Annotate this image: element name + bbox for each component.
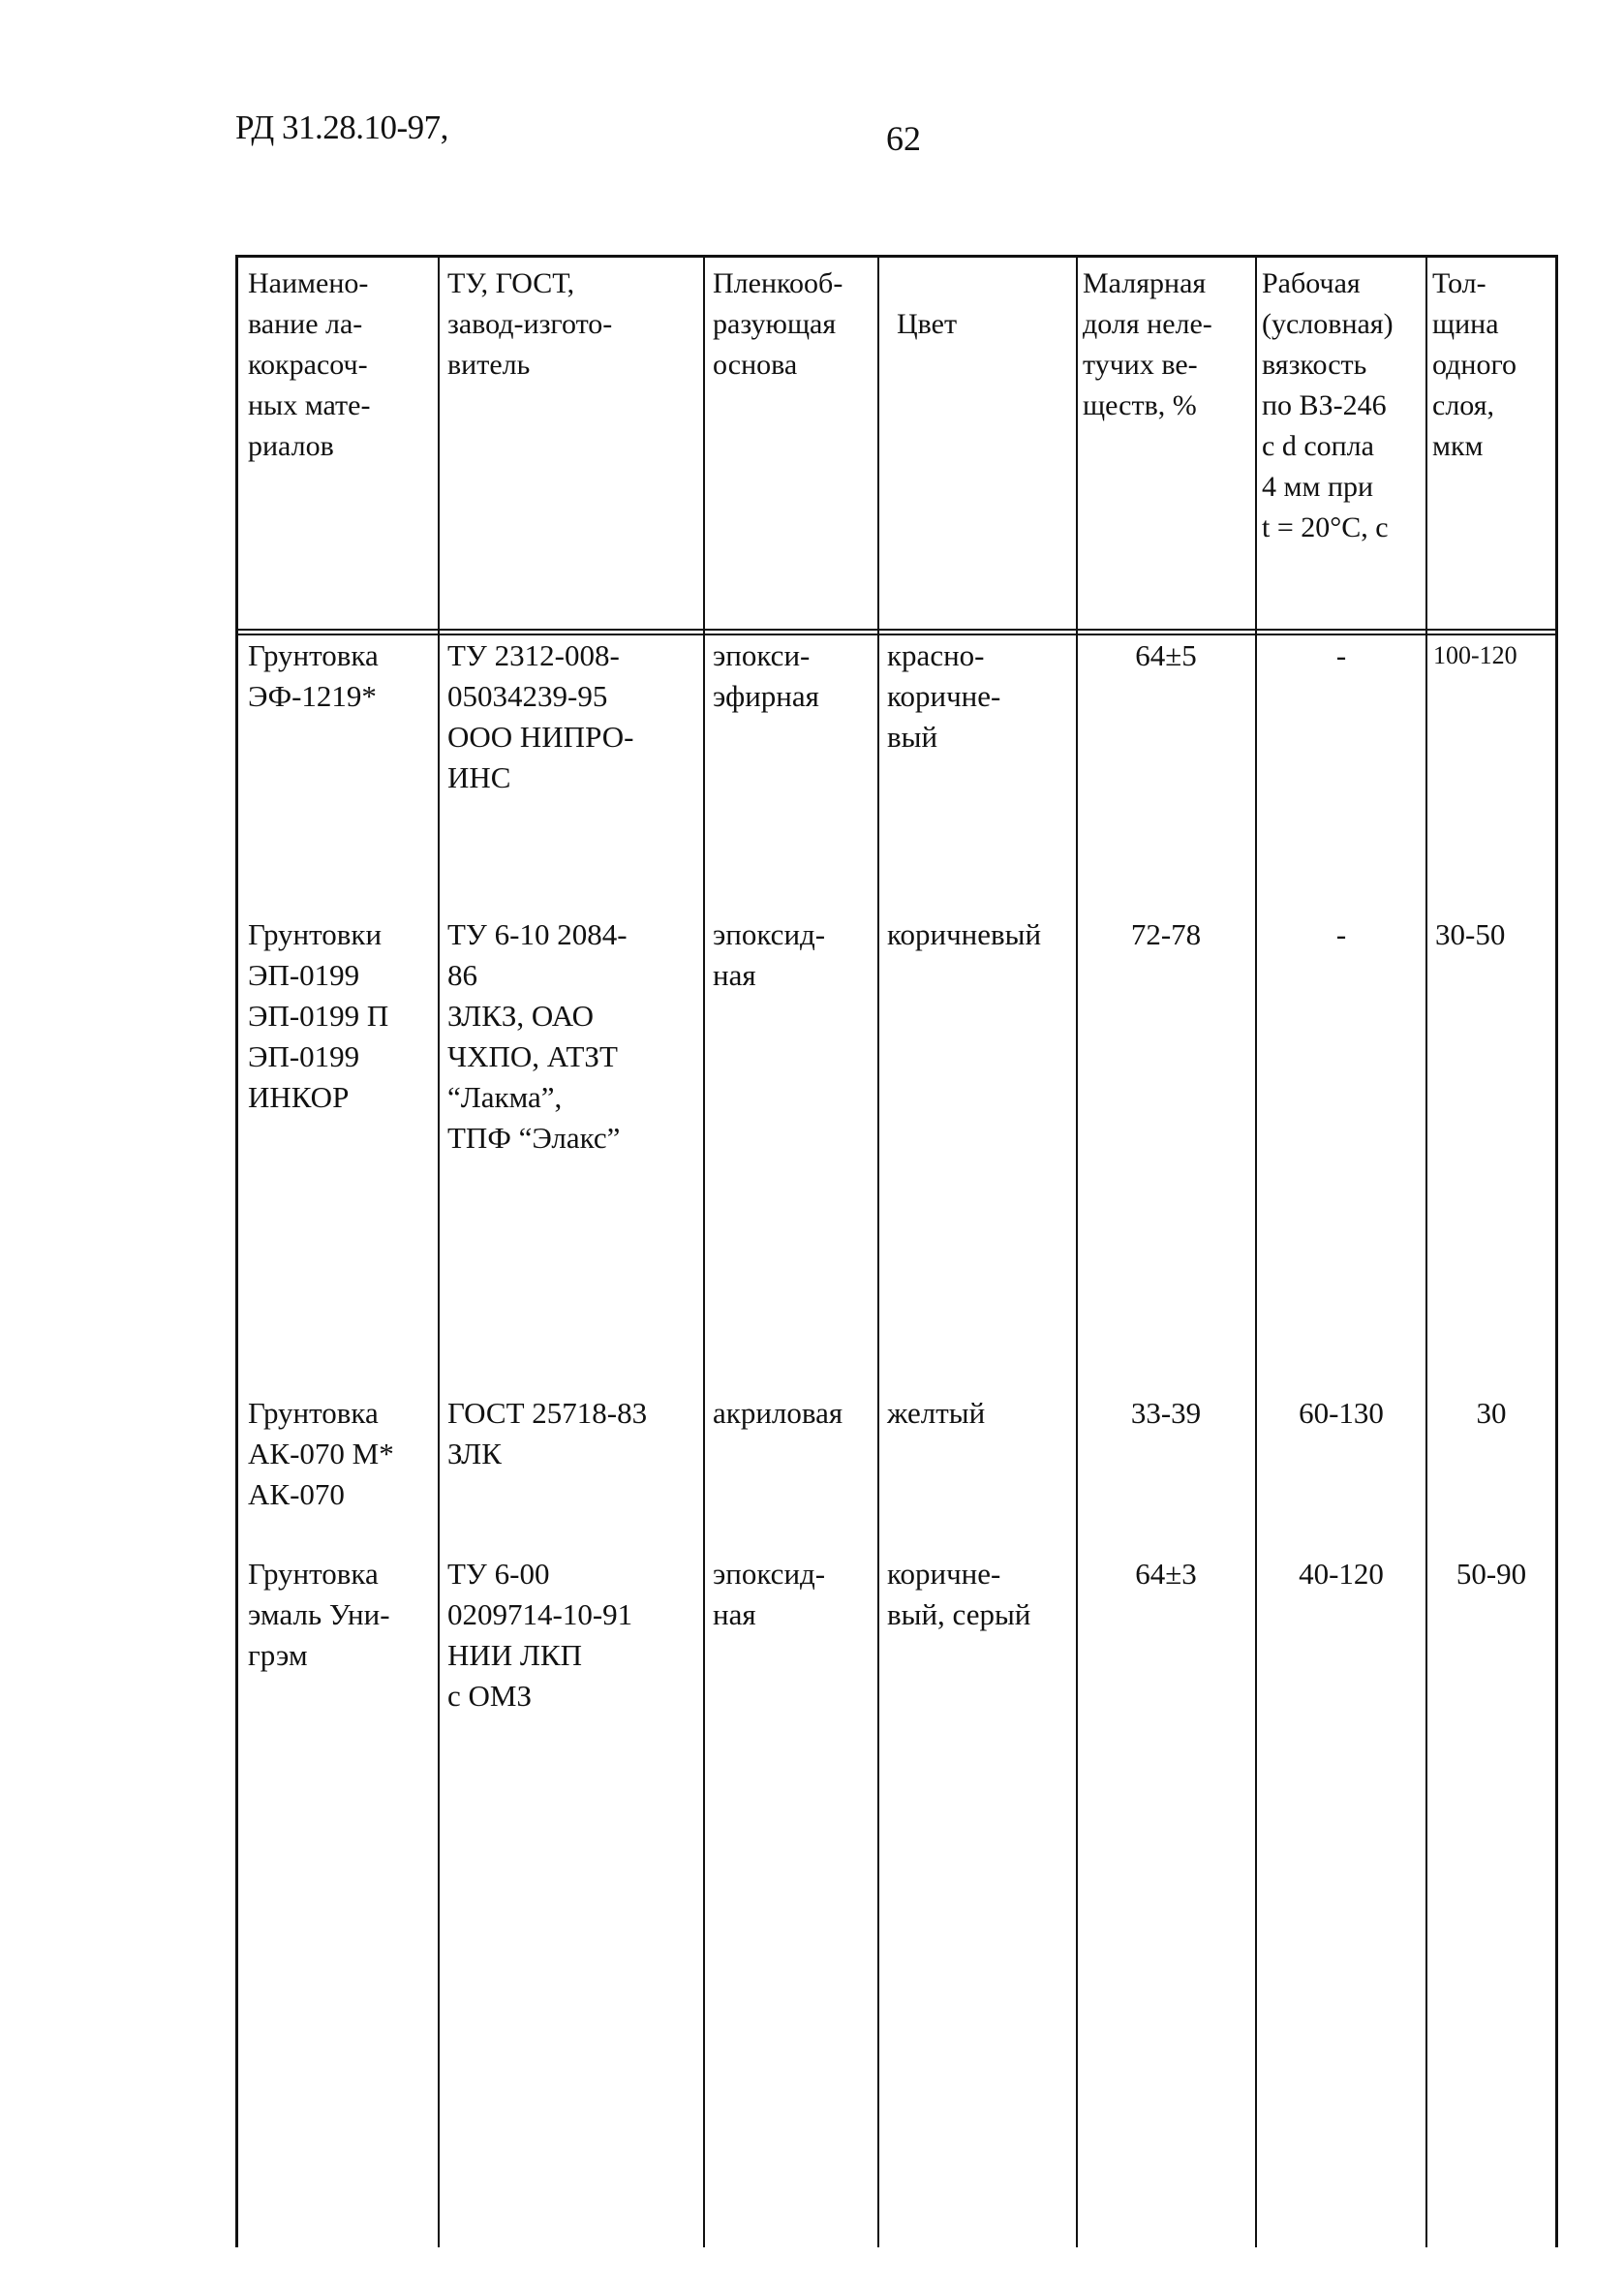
column-header-viscosity: Рабочая (условная) вязкость по ВЗ-246 с d сопла 4 мм при t = 20°C, с: [1262, 267, 1394, 543]
row-4-base: эпоксид- ная: [713, 1557, 826, 1631]
row-2-base: эпоксид- ная: [713, 917, 826, 992]
row-3-color: желтый: [887, 1396, 986, 1430]
row-1-color: красно- коричне- вый: [887, 638, 1001, 754]
row-2-thickness: 30-50: [1435, 917, 1506, 951]
row-1-viscosity: -: [1335, 638, 1347, 672]
row-2-spec: ТУ 6-10 2084- 86 ЗЛКЗ, ОАО ЧХПО, АТЗТ “Лакма”, ТПФ “Элакс”: [447, 917, 628, 1155]
row-3-name: Грунтовка АК-070 М* АК-070: [248, 1396, 394, 1511]
row-3-base: акриловая: [713, 1396, 843, 1430]
column-divider: [1425, 258, 1427, 2247]
row-3-spec: ГОСТ 25718-83 ЗЛК: [447, 1396, 648, 1470]
row-1-base: эпокси- эфирная: [713, 638, 819, 713]
row-2-name: Грунтовки ЭП-0199 ЭП-0199 П ЭП-0199 ИНКОР: [248, 917, 389, 1114]
row-3-viscosity: 60-130: [1299, 1396, 1384, 1430]
column-header-thickness: Тол- щина одного слоя, мкм: [1432, 267, 1517, 462]
column-header-spec: ТУ, ГОСТ, завод-изгото- витель: [447, 267, 613, 381]
column-divider: [1076, 258, 1078, 2247]
materials-table: [235, 255, 1558, 2247]
column-header-name: Наимено- вание ла- кокрасоч- ных мате- риалов: [248, 267, 371, 462]
row-2-viscosity: -: [1335, 917, 1347, 951]
row-2-solids: 72-78: [1130, 917, 1202, 951]
row-4-name: Грунтовка эмаль Уни- грэм: [248, 1557, 390, 1672]
column-header-solids: Малярная доля неле- тучих ве- ществ, %: [1083, 267, 1212, 421]
row-2-color: коричневый: [887, 917, 1042, 951]
row-4-thickness: 50-90: [1455, 1557, 1527, 1591]
row-1-solids: 64±5: [1135, 638, 1197, 672]
row-1-spec: ТУ 2312-008- 05034239-95 ООО НИПРО- ИНС: [447, 638, 634, 794]
row-4-color: коричне- вый, серый: [887, 1557, 1031, 1631]
document-code: РД 31.28.10-97,: [235, 108, 448, 146]
column-divider: [1255, 258, 1257, 2247]
column-divider: [438, 258, 440, 2247]
header-rule: [238, 629, 1555, 635]
row-1-name: Грунтовка ЭФ-1219*: [248, 638, 379, 713]
column-divider: [703, 258, 705, 2247]
column-header-color: Цвет: [897, 308, 958, 340]
row-3-solids: 33-39: [1130, 1396, 1202, 1430]
column-divider: [877, 258, 879, 2247]
page-number: 62: [886, 119, 921, 158]
row-1-thickness: 100-120: [1433, 641, 1517, 669]
row-4-viscosity: 40-120: [1299, 1557, 1384, 1591]
row-4-solids: 64±3: [1135, 1557, 1197, 1591]
row-3-thickness: 30: [1476, 1396, 1507, 1430]
column-header-base: Пленкооб- разующая основа: [713, 267, 843, 381]
row-4-spec: ТУ 6-00 0209714-10-91 НИИ ЛКП с ОМЗ: [447, 1557, 633, 1713]
